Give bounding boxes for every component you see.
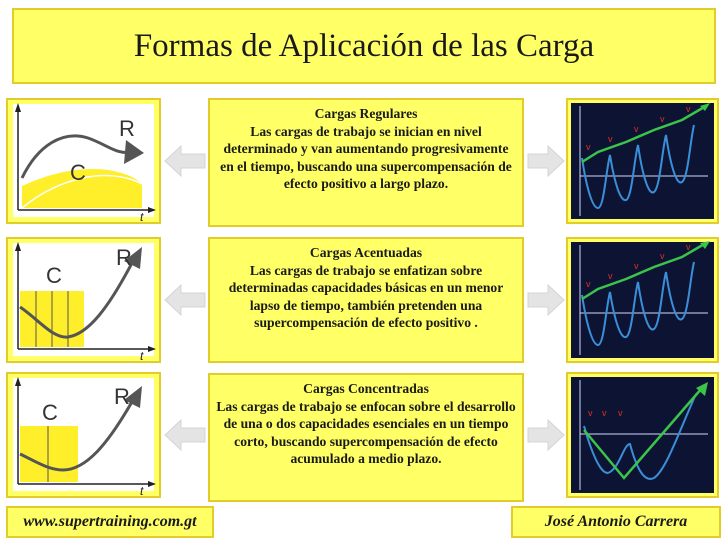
svg-text:v: v xyxy=(634,261,639,271)
arrow-left-icon xyxy=(163,282,207,318)
section-body: Las cargas de trabajo se enfatizan sobre determinadas capacidades básicas en un menor lapso de tiempo, también pretenden una supercompensación de efecto positivo . xyxy=(228,262,504,330)
section-body: Las cargas de trabajo se inician en nivel determinado y van aumentando progresivamente en el tiempo, buscando una supercompensación de efecto positivo a largo plazo. xyxy=(220,123,512,191)
arrow-right-icon xyxy=(526,143,566,179)
svg-text:v: v xyxy=(588,408,593,418)
svg-text:v: v xyxy=(602,408,607,418)
svg-text:v: v xyxy=(686,104,691,114)
svg-text:v: v xyxy=(634,124,639,134)
page-title: Formas de Aplicación de las Carga xyxy=(133,27,595,64)
title-banner xyxy=(12,8,716,84)
arrow-right-icon xyxy=(526,282,566,318)
svg-text:v: v xyxy=(686,242,691,252)
website-text: www.supertraining.com.gt xyxy=(23,513,197,530)
accentuated-load-wave-chart xyxy=(566,237,719,363)
arrow-left-icon xyxy=(163,417,207,453)
time-label: t xyxy=(140,210,144,222)
concentrated-load-description xyxy=(208,373,524,502)
section-heading: Cargas Regulares xyxy=(314,106,418,121)
concentrated-load-chart xyxy=(6,372,161,498)
response-label: R xyxy=(116,245,132,270)
svg-text:v: v xyxy=(608,134,613,144)
arrow-right-icon xyxy=(526,417,566,453)
concentrated-load-wave-chart xyxy=(566,372,719,498)
svg-text:v: v xyxy=(586,279,591,289)
author-label xyxy=(511,506,721,538)
svg-text:v: v xyxy=(608,271,613,281)
regular-load-description xyxy=(208,98,524,227)
regular-load-chart xyxy=(6,98,161,224)
section-heading: Cargas Concentradas xyxy=(303,381,429,396)
load-label: C xyxy=(70,160,86,185)
accentuated-load-chart xyxy=(6,237,161,363)
svg-text:v: v xyxy=(586,142,591,152)
website-label xyxy=(6,506,214,538)
author-text: José Antonio Carrera xyxy=(544,513,688,530)
load-block xyxy=(20,426,78,482)
svg-text:v: v xyxy=(660,251,665,261)
section-heading: Cargas Acentuadas xyxy=(309,245,423,260)
arrow-left-icon xyxy=(163,143,207,179)
response-label: R xyxy=(114,384,130,409)
regular-load-wave-chart xyxy=(566,98,719,224)
response-label: R xyxy=(119,116,135,141)
section-body: Las cargas de trabajo se enfocan sobre el desarrollo de una o dos capacidades esenciales en un tiempo corto, buscando supercompensación de efecto acumulado a medio plazo. xyxy=(216,398,516,466)
time-label: t xyxy=(140,349,144,361)
accentuated-load-description xyxy=(208,237,524,363)
svg-text:v: v xyxy=(660,114,665,124)
load-label: C xyxy=(42,400,58,425)
load-label: C xyxy=(46,263,62,288)
time-label: t xyxy=(140,484,144,496)
svg-text:v: v xyxy=(618,408,623,418)
